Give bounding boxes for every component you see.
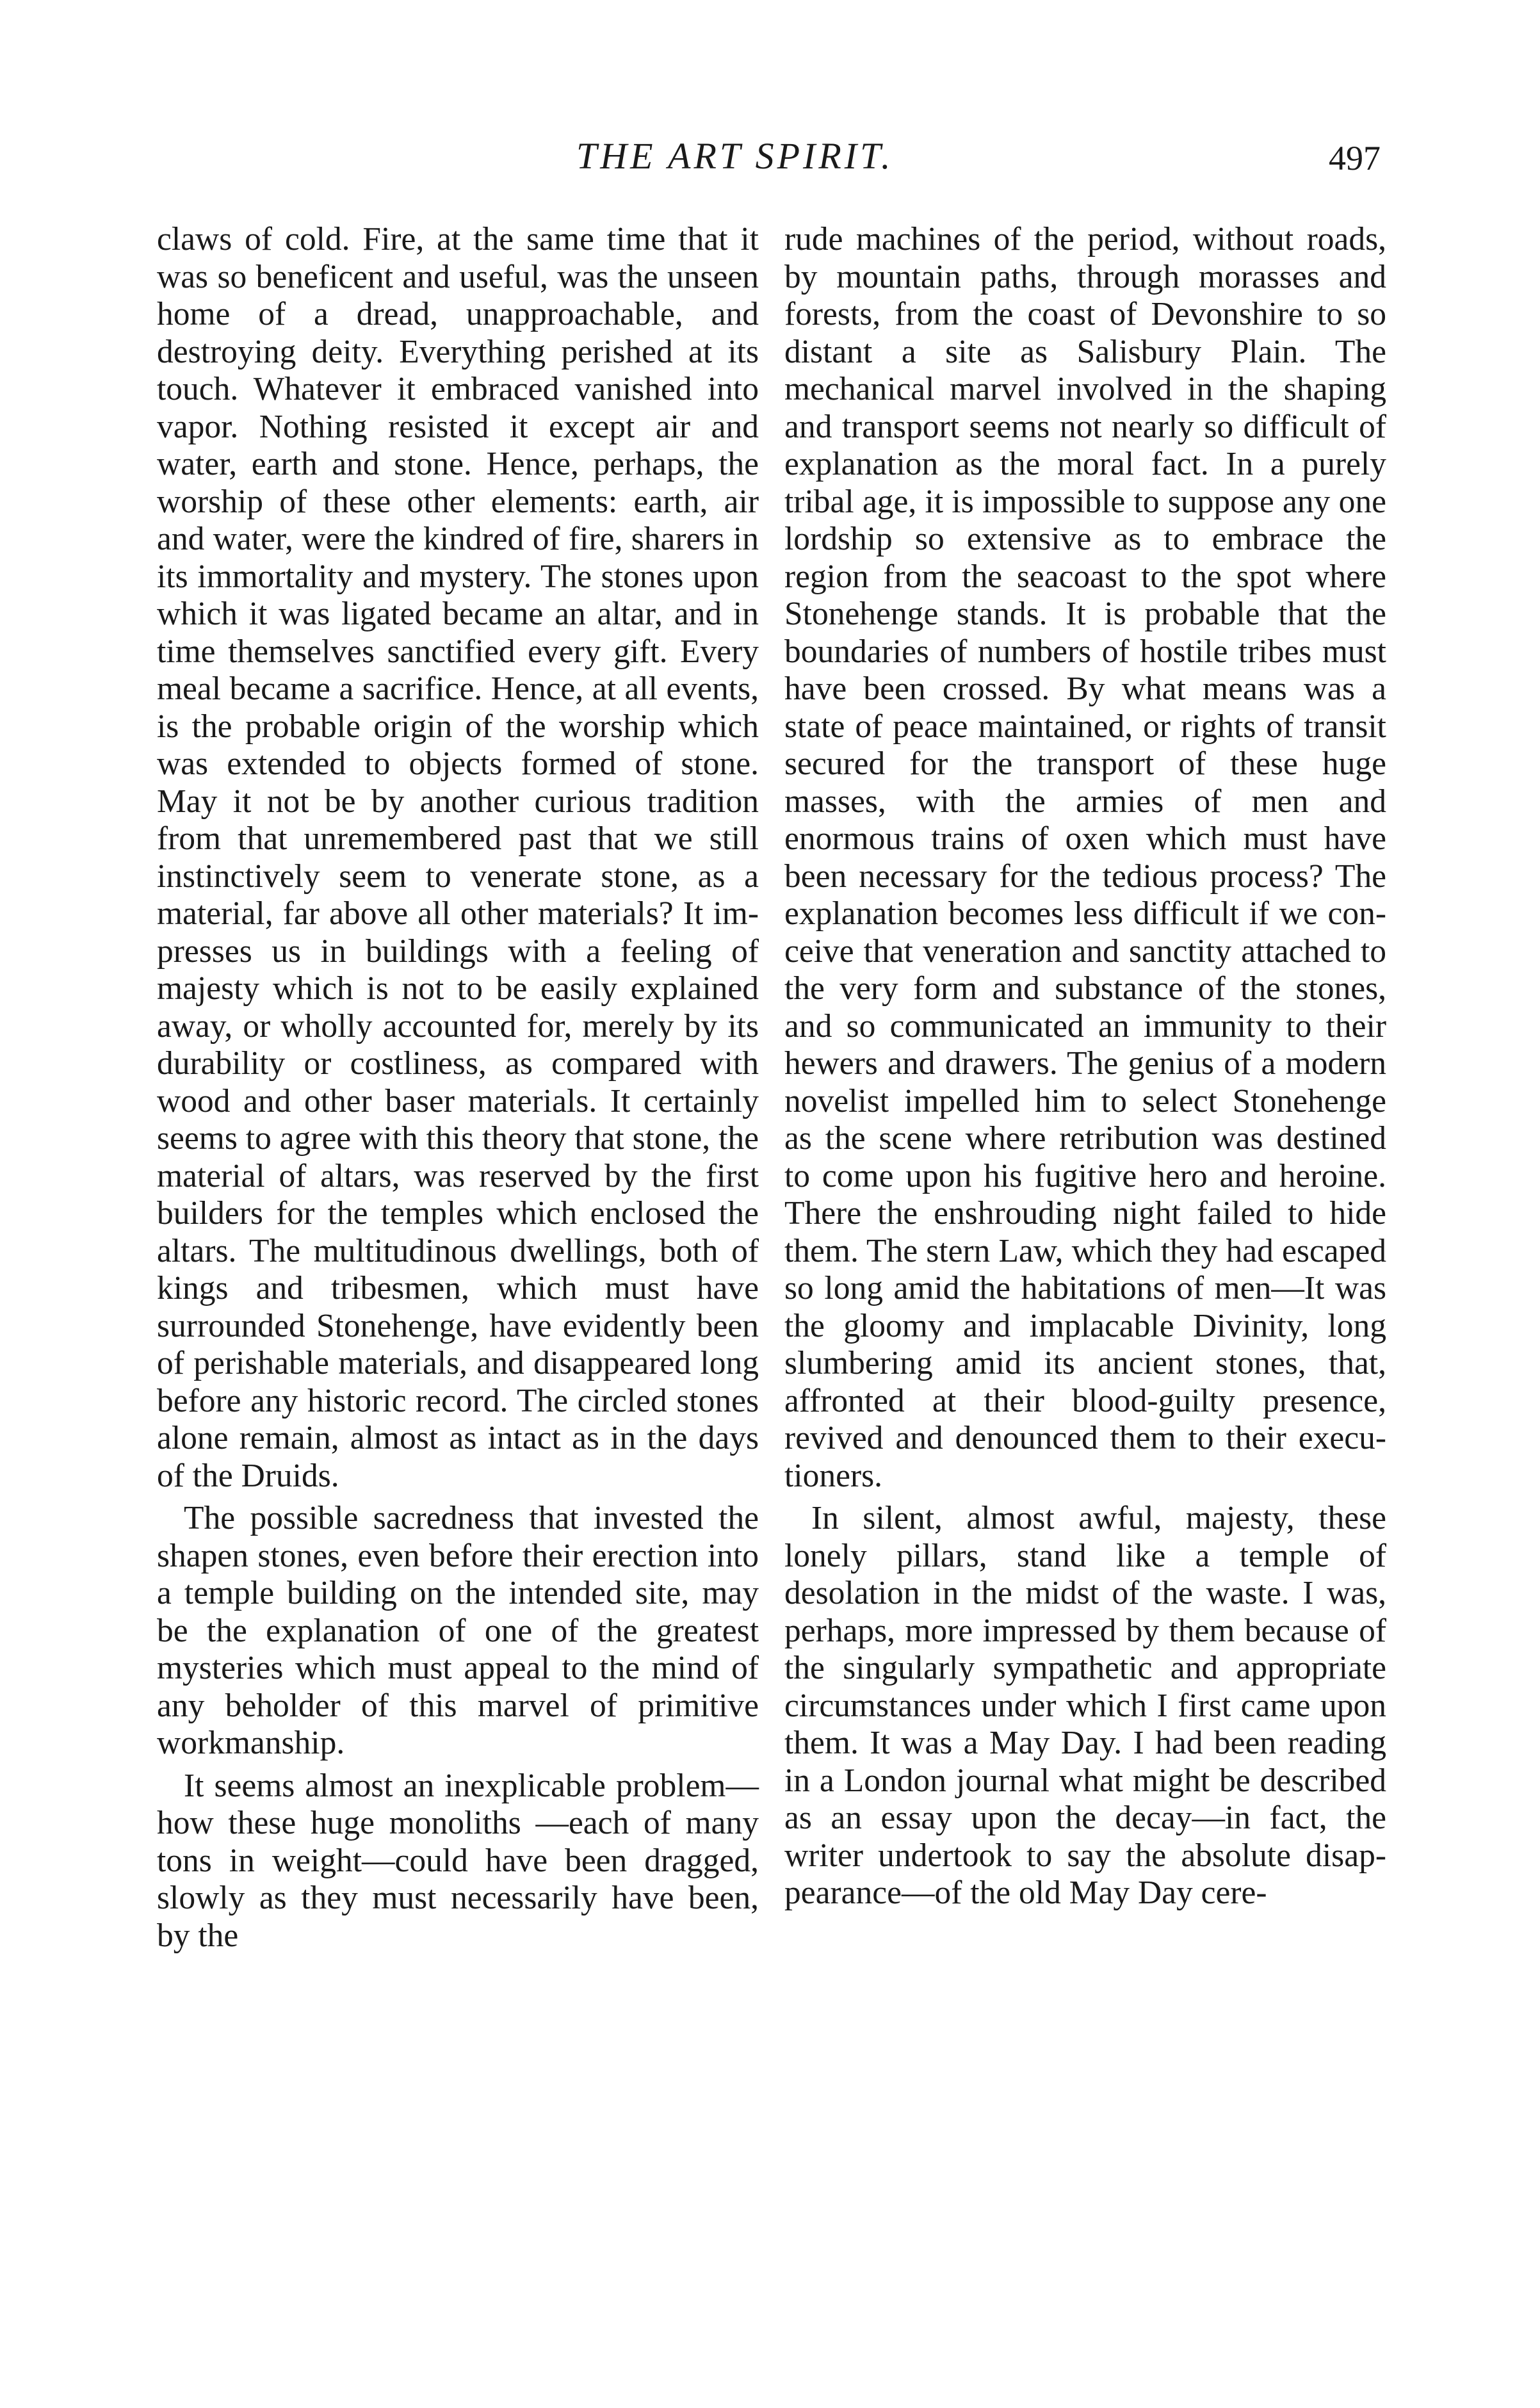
right-column — [784, 221, 1386, 1912]
running-title: THE ART SPIRIT. — [576, 135, 894, 177]
left-column — [157, 221, 759, 1955]
paragraph-may-day: In silent, almost awful, majesty, these lonely pillars, stand like a temple of desolation in the midst of the waste. I was, perhaps, more impressed by them because of the singularly sympathetic and appropriate circumstances under which I first came upon them. It was a May Day. I had been reading in a London journal what might be described as an essay upon the decay—in fact, the writer undertook to say the absolute disappearance—of the old May Day cere- — [784, 1500, 1386, 1911]
paragraph-continuation: claws of cold. Fire, at the same time that it was so beneficent and useful, was the unseen home of a dread, unapproachable, and destroying deity. Everything perished at its touch. Whatever it embraced vanished into vapor. Nothing resisted it except air and water, earth and stone. Hence, perhaps, the worship of these other elements: earth, air and water, were the kindred of fire, sharers in its immortality and mystery. The stones upon which it was ligated became an altar, and in time themselves sanctified every gift. Every meal became a sacrifice. Hence, at all events, is the probable origin of the worship which was extended to objects formed of stone. May it not be by another curious tradition from that unremembered past that we still instinctively seem to venerate stone, as a material, far above all other materials? It impresses us in buildings with a feeling of majesty which is not to be easily explained away, or wholly accounted for, merely by its durability or costliness, as compared with wood and other baser materials. It certainly seems to agree with this theory that stone, the material of altars, was reserved by the first builders for the temples which enclosed the altars. The multitudinous dwellings, both of kings and tribesmen, which must have surrounded Stonehenge, have evidently been of perishable materials, and disappeared long before any historic record. The circled stones alone remain, almost as intact as in the days of the Druids. — [157, 221, 759, 1494]
paragraph-monoliths: It seems almost an inexplicable problem—how these huge monoliths —each of many tons in weight—could have been dragged, slowly as they must necessarily have been, by the — [157, 1767, 759, 1954]
page-number: 497 — [1329, 139, 1381, 177]
paragraph-sacredness: The possible sacredness that invested the shapen stones, even before their erection into a temple building on the intended site, may be the explanation of one of the greatest mysteries which must appeal to the mind of any beholder of this marvel of primitive workmanship. — [157, 1500, 759, 1761]
running-head — [0, 134, 1540, 186]
paragraph-continuation-right: rude machines of the period, without roads, by mountain paths, through morasses and forests, from the coast of Devonshire to so distant a site as Salisbury Plain. The mechanical marvel involved in the shaping and transport seems not nearly so difficult of explanation as the moral fact. In a purely tribal age, it is impossible to suppose any one lordship so extensive as to embrace the region from the seacoast to the spot where Stonehenge stands. It is probable that the boundaries of numbers of hostile tribes must have been crossed. By what means was a state of peace maintained, or rights of transit secured for the transport of these huge masses, with the armies of men and enormous trains of oxen which must have been necessary for the tedious process? The explanation becomes less difficult if we conceive that veneration and sanctity attached to the very form and substance of the stones, and so communicated an immunity to their hewers and drawers. The genius of a modern novelist impelled him to select Stonehenge as the scene where retribution was destined to come upon his fugitive hero and heroine. There the enshrouding night failed to hide them. The stern Law, which they had escaped so long amid the habitations of men—It was the gloomy and implacable Divinity, long slumbering amid its ancient stones, that, affronted at their blood-guilty presence, revived and denounced them to their executioners. — [784, 221, 1386, 1494]
